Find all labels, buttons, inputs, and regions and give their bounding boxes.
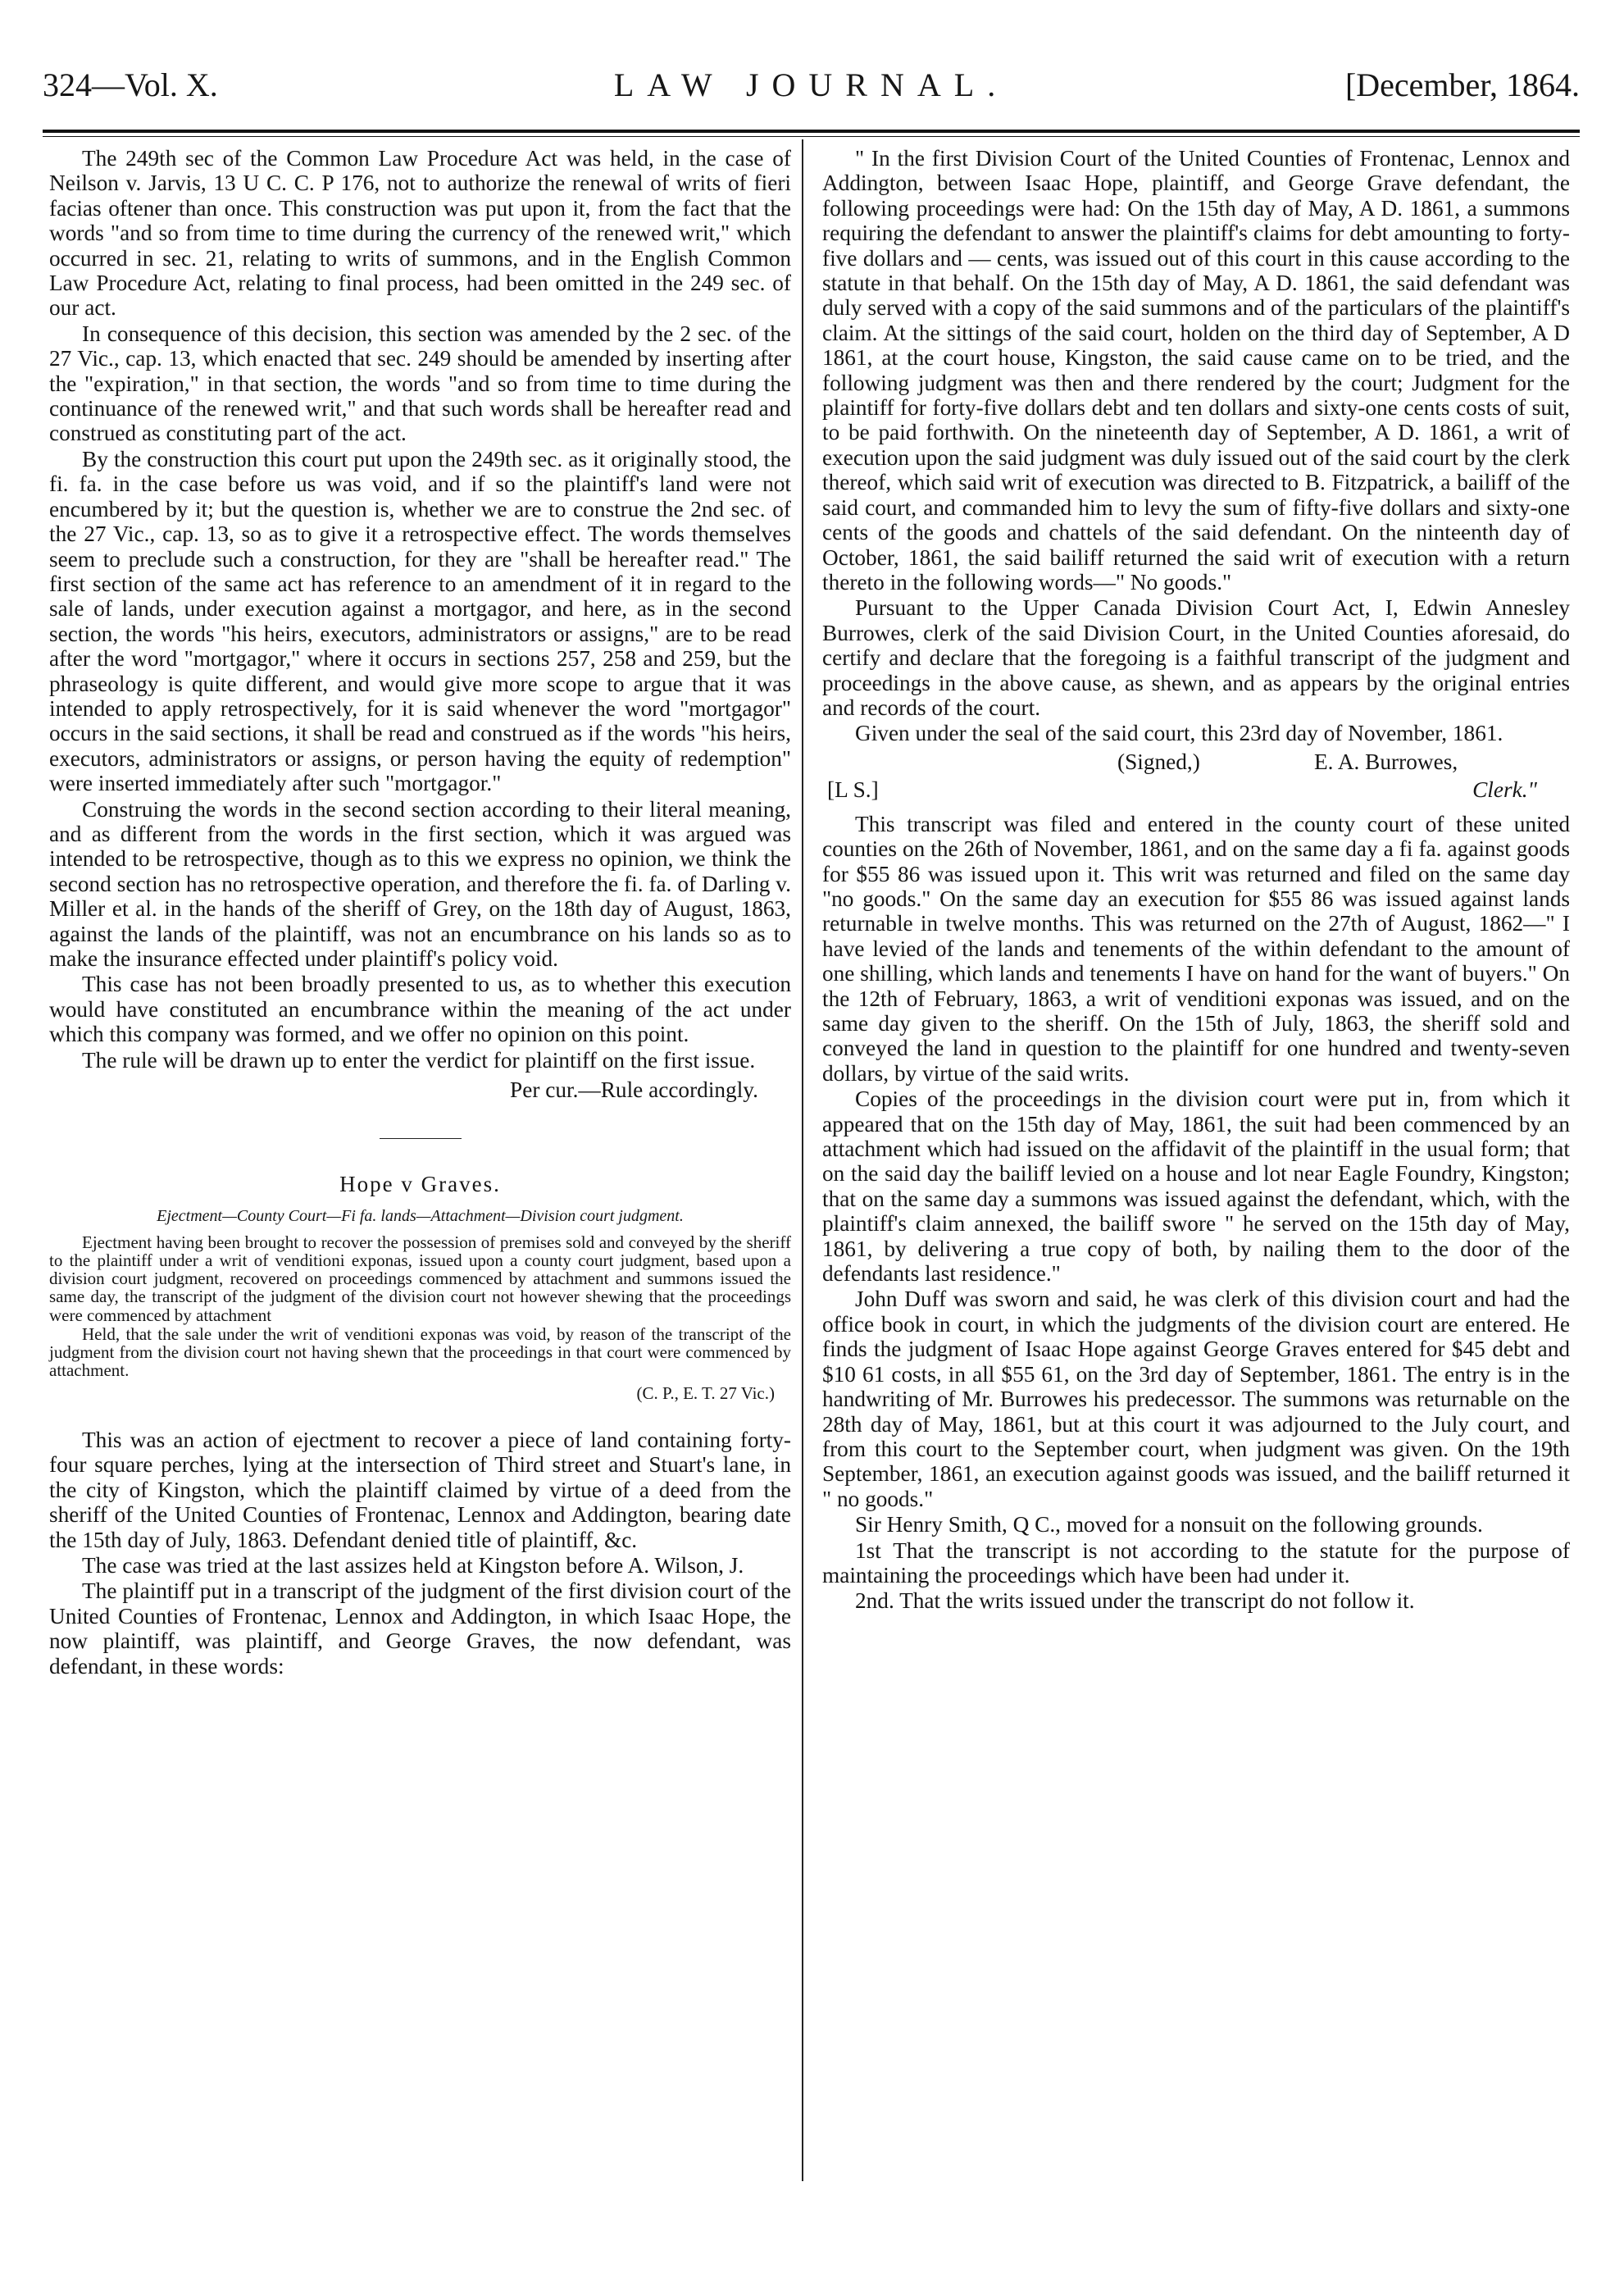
paragraph: The rule will be drawn up to enter the verdict for plaintiff on the first issue. bbox=[82, 1047, 756, 1073]
paragraph: Copies of the proceedings in the division court were put in, from which it appeared that on the 15th day of May, 1861, the suit had been commenced by an attachment which had issued on the affidavit of the plaintiff in the usual form; that on the said day the bailiff levied on a house and lot near Eagle Foundry, Kingston; that on the same day a summons was issued against the defendant, which, with the plaintiff's claim annexed, the bailiff swore " he served on the 15th day of May, 1861, by delivering a true copy of both, by nailing them to the door of the defendants last residence." bbox=[822, 1086, 1570, 1287]
signatory-title: Clerk." bbox=[1472, 777, 1537, 802]
case-citation: (C. P., E. T. 27 Vic.) bbox=[636, 1383, 775, 1404]
case-title: Hope v Graves. bbox=[339, 1172, 501, 1197]
paragraph: The plaintiff put in a transcript of the judgment of the first division court of the United Counties of Frontenac, Lennox and Addington, in which Isaac Hope, the now plaintiff, was plaintiff, and George Graves, the now defendant, was defendant, in these words: bbox=[49, 1578, 791, 1679]
seal-mark: [L S.] bbox=[827, 777, 879, 802]
right-column bbox=[822, 146, 1570, 1615]
paragraph: This case has not been broadly presented to us, as to whether this execution would have constituted an encumbrance within the meaning of the act under which this company was formed, and we offer no opinion on this point. bbox=[49, 972, 791, 1047]
paragraph: 2nd. That the writs issued under the transcript do not follow it. bbox=[855, 1588, 1415, 1614]
per-curiam: Per cur.—Rule accordingly. bbox=[510, 1077, 758, 1103]
paragraph: In consequence of this decision, this section was amended by the 2 sec. of the 27 Vic., cap. 13, which enacted that sec. 249 should be amended by inserting after the "expiration," in that section, the words "and so from time to time during the continuance of the renewed writ," and that such words shall be hereafter read and construed as constituting part of the act. bbox=[49, 321, 791, 446]
section-separator bbox=[380, 1138, 462, 1139]
headnote-held: Held, that the sale under the writ of venditioni exponas was void, by reason of the transcript of the judgment from the division court not having shewn that the proceedings in that court were commenced by attachment. bbox=[49, 1323, 791, 1381]
left-column bbox=[49, 146, 791, 1679]
header-rule-thick bbox=[43, 130, 1580, 133]
paragraph: 1st That the transcript is not according to the statute for the purpose of maintaining the proceedings which have been had under it. bbox=[822, 1537, 1570, 1587]
signatory-name: E. A. Burrowes, bbox=[1314, 749, 1458, 774]
headnote: Ejectment having been brought to recover the possession of premises sold and conveyed by the sheriff to the plaintiff under a writ of venditioni exponas, issued upon a county court judgment, based upon a division court judgment, recovered on proceedings commenced by attachment and summons issued the same day, the transcript of the judgment of the division court not however shewing that the proceedings were commenced by attachment bbox=[49, 1232, 791, 1325]
paragraph: This was an action of ejectment to recover a piece of land containing forty-four square perches, lying at the intersection of Third street and Stuart's lane, in the city of Kingston, which the plaintiff claimed by virtue of a deed from the sheriff of the United Counties of Frontenac, Lennox and Addington, bearing date the 15th day of July, 1863. Defendant denied title of plaintiff, &c. bbox=[49, 1427, 791, 1552]
signed-label: (Signed,) bbox=[1117, 749, 1200, 774]
paragraph: Construing the words in the second section according to their literal meaning, and as different from the words in the first section, which it was argued was intended to be retrospective, though as to this we express no opinion, we think the second section has no retrospective operation, and therefore the fi. fa. of Darling v. Miller et al. in the hands of the sheriff of Grey, on the 18th day of August, 1863, against the lands of the plaintiff, was not an encumbrance on his lands so as to make the insurance effected under plaintiff's policy void. bbox=[49, 796, 791, 971]
issue-date: [December, 1864. bbox=[1344, 66, 1580, 103]
paragraph: This transcript was filed and entered in the county court of these united counties on the 26th of November, 1861, and on the same day a fi fa. against goods for $55 86 was issued upon it. This writ was returned and filed on the same day "no goods." On the same day an execution for $55 86 was issued against lands returnable in twelve months. This was returned on the 27th of August, 1862—" I have levied of the lands and tenements of the within defendant to the amount of one shilling, which lands and tenements I have on hand for the want of buyers." On the 12th of February, 1863, a writ of venditioni exponas was issued, and on the same day given to the sheriff. On the 15th of July, 1863, the sheriff sold and conveyed the land in question to the plaintiff for one hundred and twenty-seven dollars, by virtue of the said writs. bbox=[822, 811, 1570, 1086]
page-and-volume: 324—Vol. X. bbox=[43, 66, 218, 103]
paragraph: Sir Henry Smith, Q C., moved for a nonsuit on the following grounds. bbox=[855, 1512, 1483, 1537]
paragraph: The case was tried at the last assizes held at Kingston before A. Wilson, J. bbox=[82, 1552, 744, 1578]
paragraph: " In the first Division Court of the United Counties of Frontenac, Lennox and Addington, between Isaac Hope, plaintiff, and George Grave defendant, the following proceedings were had: On the 15th day of May, A D. 1861, a summons requiring the defendant to answer the plaintiff's claims for debt amounting to forty-five dollars and — cents, was issued out of this court in this cause according to the statute in that behalf. On the 15th day of May, A D. 1861, the said defendant was duly served with a copy of the said summons and of the particulars of the plaintiff's claim. At the sittings of the said court, holden on the third day of September, A D 1861, at the court house, Kingston, the said cause came on to be tried, and the following judgment was then and there rendered by the court; Judgment for the plaintiff for forty-five dollars debt and ten dollars and sixty-one cents costs of suit, to be paid forthwith. On the nineteenth day of September, A D. 1861, a writ of execution upon the said judgment was duly issued out of the said court by the clerk thereof, which said writ of execution was directed to B. Fitzpatrick, a bailiff of the said court, and commanded him to levy the sum of fifty-five dollars and sixty-one cents of the goods and chattels of the said defendant. On the ninteenth day of October, 1861, the said bailiff returned the said writ of execution with a return thereto in the following words—" No goods." bbox=[822, 146, 1570, 594]
paragraph: Given under the seal of the said court, this 23rd day of November, 1861. bbox=[855, 721, 1503, 746]
paragraph: John Duff was sworn and said, he was clerk of this division court and had the office book in court, in which the judgments of the division court are entered. He finds the judgment of Isaac Hope against George Graves entered for $45 debt and $10 61 costs, in all $55 61, on the 3rd day of September, 1861. The entry is in the handwriting of Mr. Burrowes his predecessor. The summons was returnable on the 28th day of May, 1861, but at this court it was adjourned to the July court, and from this court to the September court, when judgment was given. On the 19th September, 1861, an execution against goods was issued, and the bailiff returned it " no goods." bbox=[822, 1287, 1570, 1511]
paragraph: Pursuant to the Upper Canada Division Court Act, I, Edwin Annesley Burrowes, clerk of the said Division Court, in the United Counties aforesaid, do certify and declare that the foregoing is a faithful transcript of the judgment and proceedings in the above cause, as shewn, and as appears by the original entries and records of the court. bbox=[822, 595, 1570, 720]
case-subject: Ejectment—County Court—Fi fa. lands—Attachment—Division court judgment. bbox=[157, 1206, 684, 1225]
journal-title: LAW JOURNAL. bbox=[613, 66, 1009, 103]
page-header bbox=[43, 66, 1580, 123]
signature-block bbox=[822, 749, 1570, 807]
paragraph: By the construction this court put upon the 249th sec. as it originally stood, the fi. fa. in the case before us was void, and if so the plaintiff's land were not encumbered by it; but the question is, whether we are to construe the 2nd sec. of the 27 Vic., cap. 13, so as to give it a retrospective effect. The words themselves seem to preclude such a construction, for they are "shall be hereafter read." The first section of the same act has reference to an amendment of it in regard to the sale of lands, under execution against a mortgagor, and here, as in the second section, the words "his heirs, executors, administrators or assigns," are to be read after the word "mortgagor," where it occurs in sections 257, 258 and 259, but the phraseology is quite different, and would give more scope to argue that it was intended to apply retrospectively, for it is said whenever the word "mortgagor" occurs in the said sections, it shall be read and construed as if the words "his heirs, executors, administrators or assigns, or person having the equity of redemption" were inserted immediately after such "mortgagor." bbox=[49, 446, 791, 796]
header-rule-thin bbox=[43, 136, 1580, 137]
column-divider bbox=[802, 139, 803, 2181]
paragraph: The 249th sec of the Common Law Procedure Act was held, in the case of Neilson v. Jarvis, 13 U C. C. P 176, not to authorize the renewal of writs of fieri facias oftener than once. This construction was put upon it, from the fact that the words "and so from time to time during the currency of the renewed writ," which occurred in sec. 21, relating to writs of summons, and in the English Common Law Procedure Act, relating to final process, had been omitted in the 249 sec. of our act. bbox=[49, 146, 791, 321]
